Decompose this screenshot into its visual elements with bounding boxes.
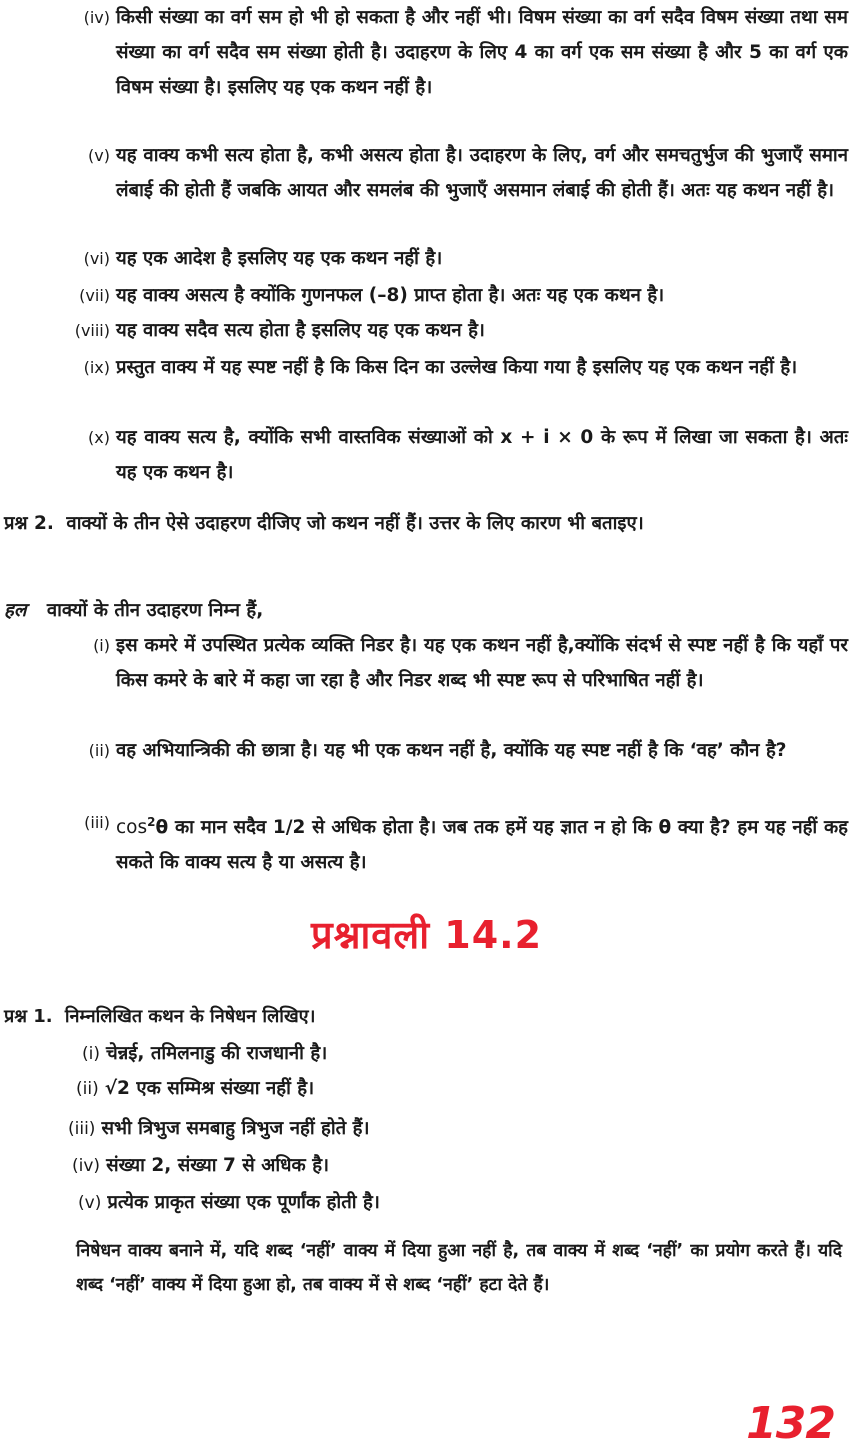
item-number: (iv) [83, 8, 110, 27]
question-label: प्रश्न 1. [4, 1006, 53, 1027]
negation-note: निषेधन वाक्य बनाने में, यदि शब्द ‘नहीं’ वाक्य में दिया हुआ नहीं है, तब वाक्य में शब्द ‘नहीं’ का प्रयोग करते हैं। यदि शब्द ‘नहीं’ वाक्य में दिया हुआ हो, तब वाक्य में से शब्द ‘नहीं’ हटा देते हैं। [76, 1241, 842, 1295]
item-number: (vii) [79, 286, 110, 305]
exercise-item-i [82, 1038, 327, 1070]
item-number: (ix) [83, 358, 110, 377]
item-text: यह वाक्य सदैव सत्य होता है इसलिए यह एक कथन है। [116, 320, 485, 341]
item-text: इस कमरे में उपस्थित प्रत्येक व्यक्ति निडर है। यह एक कथन नहीं है,क्योंकि संदर्भ से स्पष्ट नहीं है कि यहाँ पर किस कमरे के बारे में कहा जा रहा है और निडर शब्द भी स्पष्ट रूप से परिभाषित नहीं है। [116, 635, 848, 691]
solution-intro-text: वाक्यों के तीन उदाहरण निम्न हैं, [46, 600, 264, 621]
exercise-item-iv [72, 1150, 329, 1182]
exercise-question-1 [4, 999, 848, 1034]
item-number: (iii) [68, 1119, 96, 1139]
solution-intro [4, 593, 848, 628]
item-text: वह अभियान्त्रिकी की छात्रा है। यह भी एक कथन नहीं है, क्योंकि यह स्पष्ट नहीं है कि ‘वह’ कौन है? [116, 740, 787, 761]
item-number: (viii) [74, 321, 110, 340]
item-number: (v) [78, 1193, 102, 1213]
item-text: चेन्नई, तमिलनाडु की राजधानी है। [106, 1043, 328, 1064]
question-text: निम्नलिखित कथन के निषेधन लिखिए। [64, 1006, 316, 1027]
item-text: प्रस्तुत वाक्य में यह स्पष्ट नहीं है कि किस दिन का उल्लेख किया गया है इसलिए यह एक कथन नहीं है। [116, 357, 798, 378]
exponent: 2 [147, 815, 156, 829]
item-text: प्रत्येक प्राकृत संख्या एक पूर्णांक होती है। [107, 1192, 380, 1213]
solution-item-i [76, 628, 848, 698]
solution-item-iii [76, 805, 848, 880]
answer-x [76, 420, 848, 490]
exercise-item-iii [68, 1113, 369, 1145]
exercise-item-v [78, 1187, 380, 1219]
page-number: 132 [746, 1398, 835, 1449]
exercise-heading: प्रश्नावली 14.2 [310, 913, 543, 957]
question-2 [4, 506, 848, 541]
item-number: (x) [88, 428, 110, 447]
item-text: किसी संख्या का वर्ग सम हो भी हो सकता है और नहीं भी। विषम संख्या का वर्ग सदैव विषम संख्या तथा सम संख्या का वर्ग सदैव सम संख्या होती है। उदाहरण के लिए 4 का वर्ग एक सम संख्या है और 5 का वर्ग एक विषम संख्या है। इसलिए यह एक कथन नहीं है। [116, 7, 848, 98]
item-text: सभी त्रिभुज समबाहु त्रिभुज नहीं होते हैं। [101, 1118, 370, 1139]
item-number: (ii) [88, 741, 110, 760]
item-number: (i) [82, 1044, 100, 1064]
cos-text: cos [116, 817, 148, 839]
item-text: यह वाक्य सत्य है, क्योंकि सभी वास्तविक संख्याओं को x + i × 0 के रूप में लिखा जा सकता है। अतः यह एक कथन है। [116, 427, 848, 483]
answer-vi [76, 241, 848, 276]
item-text [116, 805, 848, 880]
answer-ix [76, 350, 848, 385]
item-number: (vi) [83, 249, 110, 268]
question-text: वाक्यों के तीन ऐसे उदाहरण दीजिए जो कथन नहीं हैं। उत्तर के लिए कारण भी बताइए। [66, 513, 644, 534]
item-number: (iv) [72, 1156, 101, 1176]
answer-viii [62, 313, 848, 348]
item-text: √2 एक सम्मिश्र संख्या नहीं है। [104, 1078, 315, 1099]
item-text-rest: θ का मान सदैव 1/2 से अधिक होता है। जब तक हमें यह ज्ञात न हो कि θ क्या है? हम यह नहीं कह सकते कि वाक्य सत्य है या असत्य है। [116, 817, 848, 874]
solution-item-ii [76, 733, 848, 768]
answer-iv [76, 0, 848, 105]
item-text: यह एक आदेश है इसलिए यह एक कथन नहीं है। [116, 248, 443, 269]
item-number: (ii) [76, 1079, 99, 1099]
item-text: यह वाक्य कभी सत्य होता है, कभी असत्य होता है। उदाहरण के लिए, वर्ग और समचतुर्भुज की भुजाएँ समान लंबाई की होती हैं जबकि आयत और समलंब की भुजाएँ असमान लंबाई की होती हैं। अतः यह कथन नहीं है। [116, 145, 848, 201]
answer-v [76, 138, 848, 208]
answer-vii [66, 278, 848, 313]
item-number: (v) [88, 146, 110, 165]
item-number: (iii) [84, 813, 110, 832]
solution-label: हल [4, 600, 27, 621]
item-number: (i) [93, 636, 110, 655]
item-text: संख्या 2, संख्या 7 से अधिक है। [106, 1155, 330, 1176]
exercise-item-ii [76, 1073, 314, 1105]
item-text: यह वाक्य असत्य है क्योंकि गुणनफल (–8) प्राप्त होता है। अतः यह एक कथन है। [116, 285, 665, 306]
question-label: प्रश्न 2. [4, 513, 54, 534]
